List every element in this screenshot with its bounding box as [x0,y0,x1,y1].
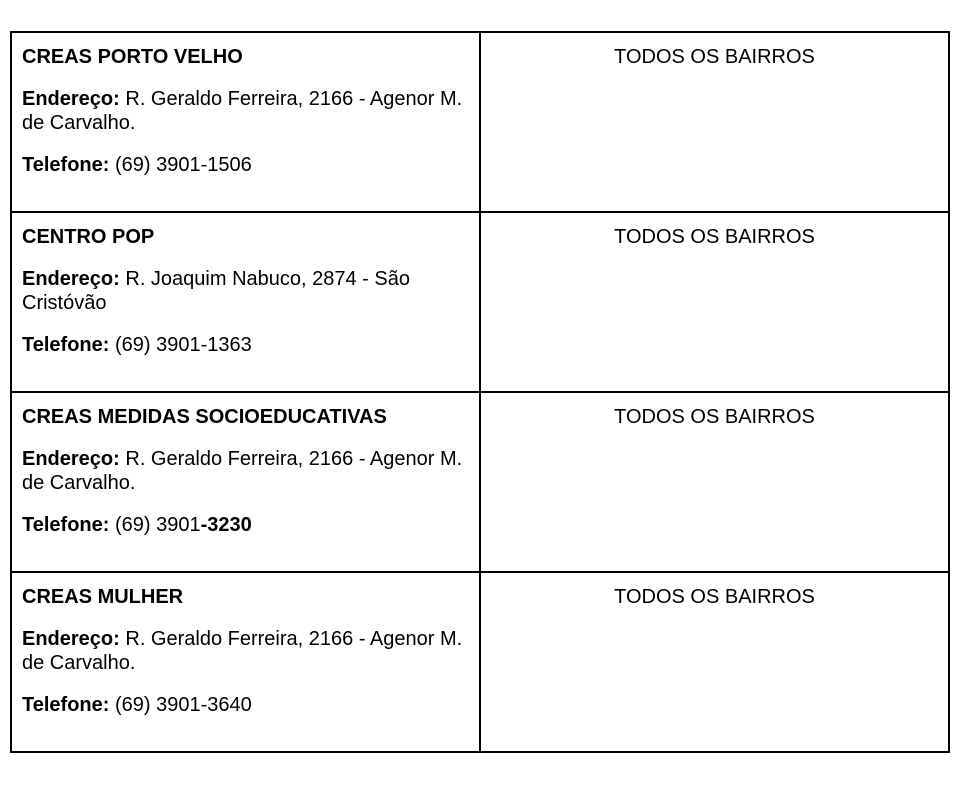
unit-phone [22,153,469,177]
units-table [10,31,950,753]
unit-name: CREAS MULHER [22,586,184,608]
address-label: Endereço: [22,88,120,110]
phone-value: (69) 3901-1506 [114,154,252,176]
coverage-text: TODOS OS BAIRROS [614,406,815,428]
phone-label: Telefone: [22,514,110,536]
phone-value: (69) 3901-3640 [114,694,252,716]
address-value: R. Geraldo Ferreira, 2166 - Agenor M. de Carvalho. [22,448,463,494]
unit-phone [22,513,469,537]
phone-value: (69) 3901-1363 [114,334,252,356]
address-label: Endereço: [22,448,120,470]
unit-address [22,87,469,135]
coverage-cell [480,572,949,752]
coverage-cell [480,392,949,572]
coverage-cell [480,212,949,392]
address-value: R. Geraldo Ferreira, 2166 - Agenor M. de Carvalho. [22,88,463,134]
unit-name: CENTRO POP [22,226,155,248]
address-value: R. Geraldo Ferreira, 2166 - Agenor M. de Carvalho. [22,628,463,674]
address-label: Endereço: [22,628,120,650]
table-row [11,32,949,212]
phone-label: Telefone: [22,154,110,176]
unit-phone [22,693,469,717]
unit-address [22,627,469,675]
unit-name: CREAS PORTO VELHO [22,46,243,68]
unit-phone [22,333,469,357]
unit-address [22,447,469,495]
unit-info-cell [11,392,480,572]
phone-label: Telefone: [22,694,110,716]
table-row [11,572,949,752]
unit-info-cell [11,32,480,212]
phone-value-bold: -3230 [200,514,252,536]
phone-value: (69) 3901 [114,514,201,536]
table-row [11,212,949,392]
coverage-text: TODOS OS BAIRROS [614,46,815,68]
unit-info-cell [11,572,480,752]
unit-name: CREAS MEDIDAS SOCIOEDUCATIVAS [22,406,387,428]
phone-label: Telefone: [22,334,110,356]
address-value: R. Joaquim Nabuco, 2874 - São Cristóvão [22,268,410,314]
unit-info-cell [11,212,480,392]
address-label: Endereço: [22,268,120,290]
coverage-text: TODOS OS BAIRROS [614,226,815,248]
unit-address [22,267,469,315]
table-row [11,392,949,572]
coverage-cell [480,32,949,212]
coverage-text: TODOS OS BAIRROS [614,586,815,608]
